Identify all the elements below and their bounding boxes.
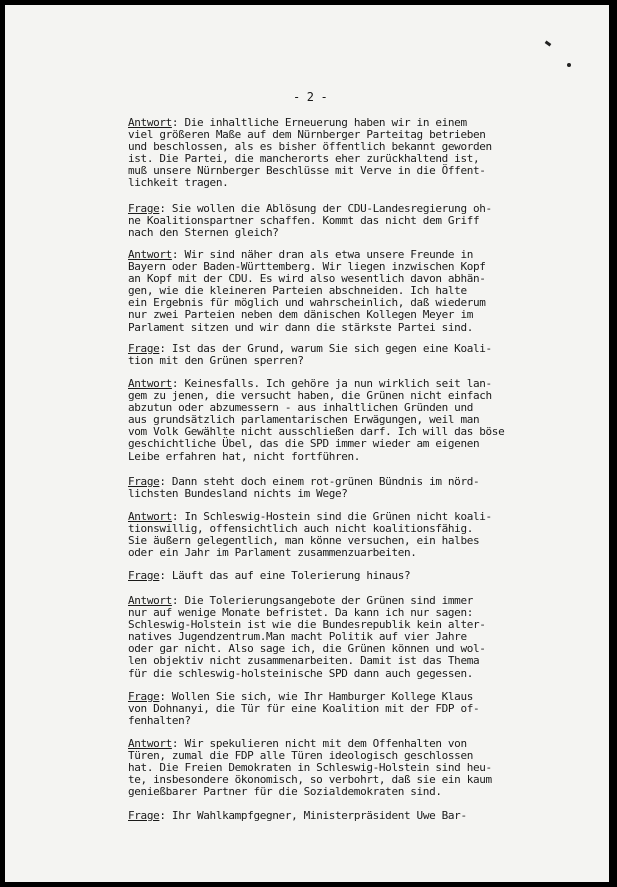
speaker-label: Frage [128, 475, 160, 488]
speaker-label: Frage [128, 342, 160, 355]
paragraph-text: : In Schleswig-Hostein sind die Grünen nicht koali- [171, 510, 492, 523]
paragraph-text: : Ist das der Grund, warum Sie sich gegen eine Koali- [159, 342, 492, 355]
text-line: te, insbesondere ökonomisch, so verbohrt, daß sie ein kaum [128, 773, 492, 787]
text-line: Türen, zumal die FDP alle Türen ideologisch geschlossen [128, 749, 473, 763]
text-line: ist. Die Partei, die mancherorts eher zurückhaltend ist, [128, 152, 480, 166]
text-line: lichsten Bundesland nichts im Wege? [128, 487, 348, 501]
interview-paragraph [128, 249, 486, 334]
text-line: genießbarer Partner für die Sozialdemokraten sind. [128, 785, 442, 799]
text-line: len objektiv nicht zusammenarbeiten. Damit ist das Thema [128, 654, 480, 668]
text-line: Sie äußern gelegentlich, man könne versuchen, ein halbes [128, 534, 480, 548]
text-line: Bayern oder Baden-Württemberg. Wir liegen inzwischen Kopf [128, 260, 486, 274]
speaker-label: Antwort [128, 116, 172, 129]
text-line [128, 570, 410, 582]
paragraph-text: : Läuft das auf eine Tolerierung hinaus? [159, 569, 411, 582]
text-line: oder gar nicht. Also sage ich, die Grünen können und wol- [128, 642, 486, 656]
speaker-label: Antwort [128, 594, 172, 607]
interview-paragraph [128, 595, 486, 680]
interview-paragraph [128, 117, 492, 190]
interview-paragraph [128, 203, 492, 239]
text-line: ne Koalitionspartner schaffen. Kommt das nicht dem Griff [128, 214, 480, 228]
interview-paragraph [128, 810, 467, 822]
document-page [5, 5, 609, 882]
text-line: nach den Sternen gleich? [128, 226, 279, 240]
text-line: lichkeit tragen. [128, 176, 229, 190]
text-line: an Kopf mit der CDU. Es wird also wesentlich davon abhän- [128, 272, 486, 286]
text-line: tion mit den Grünen sperren? [128, 354, 304, 368]
paragraph-text: : Sie wollen die Ablösung der CDU-Landesregierung oh- [159, 202, 492, 215]
text-line: von Dohnanyi, die Tür für eine Koalition mit der FDP of- [128, 702, 480, 716]
text-line [128, 810, 467, 822]
text-line: Schleswig-Holstein ist wie die Bundesrepublik kein alter- [128, 618, 486, 632]
paragraph-text: : Dann steht doch einem rot-grünen Bündnis im nörd- [159, 475, 480, 488]
text-line: viel größeren Maße auf dem Nürnberger Parteitag betrieben [128, 128, 486, 142]
speaker-label: Antwort [128, 248, 172, 261]
interview-paragraph [128, 570, 410, 582]
paragraph-text: : Wir sind näher dran als etwa unsere Freunde in [171, 248, 474, 261]
text-line: Leibe erfahren hat, nicht fortführen. [128, 449, 361, 463]
interview-paragraph [128, 476, 479, 500]
speaker-label: Frage [128, 809, 160, 822]
paragraph-text: : Die inhaltliche Erneuerung haben wir in einem [171, 116, 467, 129]
text-line: gem zu jenen, die versucht haben, die Grünen nicht einfach [128, 389, 492, 403]
text-line: und beschlossen, als es bisher öffentlich bekannt geworden [128, 140, 492, 154]
interview-paragraph [128, 343, 492, 367]
text-line: für die schleswig-holsteinische SPD dann auch gegessen. [128, 666, 473, 680]
text-line: fenhalten? [128, 714, 191, 728]
text-line: oder ein Jahr im Parlament zusammenzuarbeiten. [128, 546, 417, 560]
paragraph-text: : Die Tolerierungsangebote der Grünen sind immer [171, 594, 474, 607]
speaker-label: Antwort [128, 510, 172, 523]
text-line: geschichtliche Übel, das die SPD immer wieder am eigenen [128, 437, 480, 451]
text-line: abzutun oder abzumessern - aus inhaltlichen Gründen und [128, 401, 473, 415]
text-line: Parlament sitzen und wir dann die stärkste Partei sind. [128, 320, 473, 334]
speaker-label: Antwort [128, 737, 172, 750]
speaker-label: Frage [128, 202, 160, 215]
text-line: ein Ergebnis für möglich und wahrscheinlich, daß wiederum [128, 296, 486, 310]
interview-paragraph [128, 691, 479, 727]
text-line: muß unsere Nürnberger Beschlüsse mit Verve in die Öffent- [128, 164, 486, 178]
scan-mark [545, 41, 552, 47]
scan-mark [567, 63, 571, 67]
paragraph-text: : Keinesfalls. Ich gehöre ja nun wirklich seit lan- [171, 377, 492, 390]
interview-paragraph [128, 378, 504, 463]
paragraph-text: : Ihr Wahlkampfgegner, Ministerpräsident Uwe Bar- [159, 809, 467, 822]
text-line: nur zwei Parteien neben dem dänischen Kollegen Meyer im [128, 308, 473, 322]
speaker-label: Antwort [128, 377, 172, 390]
interview-paragraph [128, 738, 492, 798]
speaker-label: Frage [128, 690, 160, 703]
page-number: - 2 - [293, 90, 328, 104]
interview-paragraph [128, 511, 492, 559]
text-line: gen, wie die kleineren Parteien abschneiden. Ich halte [128, 284, 467, 298]
paragraph-text: : Wollen Sie sich, wie Ihr Hamburger Kollege Klaus [159, 690, 474, 703]
speaker-label: Frage [128, 569, 160, 582]
text-line: natives Jugendzentrum.Man macht Politik auf vier Jahre [128, 630, 467, 644]
text-line: aus grundsätzlich parlamentarischen Erwägungen, weil man [128, 413, 480, 427]
text-line: vom Volk Gewählte nicht ausschließen darf. Ich will das böse [128, 425, 505, 439]
text-line: tionswillig, offensichtlich auch nicht koalitionsfähig. [128, 522, 473, 536]
text-line: hat. Die Freien Demokraten in Schleswig-Holstein sind heu- [128, 761, 492, 775]
text-line: nur auf wenige Monate befristet. Da kann ich nur sagen: [128, 606, 473, 620]
paragraph-text: : Wir spekulieren nicht mit dem Offenhalten von [171, 737, 467, 750]
